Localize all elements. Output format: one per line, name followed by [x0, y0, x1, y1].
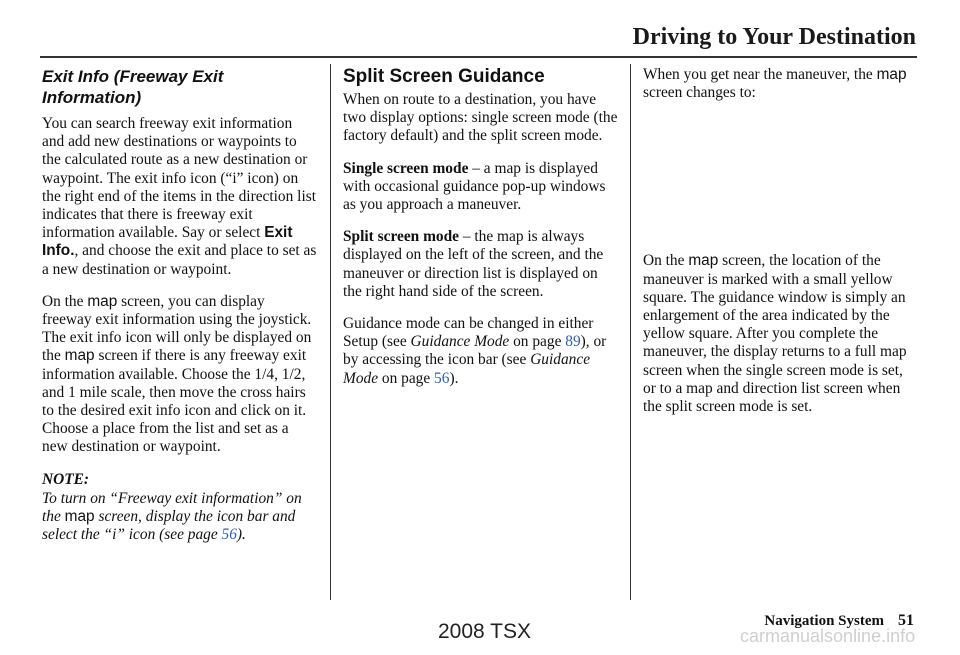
paragraph: On the map screen, the location of the maneuver is marked with a small yellow square. The guidance window is simply an enlargement of the area indicated by the yellow square. After you complete the maneuver, the display returns to a full map screen when the single screen mode is set, or to a map and direction list screen when the split screen mode is set.	[643, 252, 907, 416]
column-divider	[330, 64, 331, 600]
screen-name: map	[87, 292, 118, 310]
paragraph: On the map screen, you can display freeway exit information using the joystick. The exit info icon will only be displayed on the map screen if there is any freeway exit information available. Choose the 1/4, 1/2, and 1 mile scale, then move the cross hairs to the desired exit info icon and click on it. Choose a place from the list and set as a new destination or waypoint.	[42, 292, 312, 456]
page-title: Driving to Your Destination	[632, 24, 916, 50]
note-label: NOTE:	[42, 470, 90, 488]
column-exit-info	[42, 66, 318, 544]
screen-name: map	[876, 66, 907, 83]
screen-name: map	[64, 508, 95, 526]
model-label: 2008 TSX	[438, 620, 532, 643]
section-heading-split-screen: Split Screen Guidance	[343, 66, 545, 87]
screen-name: map	[688, 252, 719, 270]
page-link[interactable]: 56	[434, 369, 450, 387]
paragraph: Split screen mode – the map is always displayed on the left of the screen, and the maneuver or direction list is displayed on the right hand side of the screen.	[343, 228, 604, 300]
term-label: Single screen mode	[343, 159, 469, 177]
paragraph: When you get near the maneuver, the map screen changes to:	[643, 66, 907, 102]
term-label: Split screen mode	[343, 228, 459, 246]
paragraph: You can search freeway exit information and add new destinations or waypoints to the calculated route as a new destination or waypoint. The exit info icon (“i” icon) on the right end of the items in the direction list indicates that there is freeway exit information available. Say or select Exit Info., and choose the exit and place to set as a new destination or waypoint.	[42, 115, 317, 278]
figure-space	[643, 116, 919, 252]
cross-reference: Guidance Mode	[410, 333, 510, 351]
screen-name: map	[64, 347, 95, 365]
column-maneuver	[643, 66, 919, 430]
page-number: 51	[898, 612, 914, 629]
paragraph: Guidance mode can be changed in either Setup (see Guidance Mode on page 89), or by accessing the icon bar (see Guidance Mode on page 56).	[343, 315, 607, 387]
cross-reference: Guidance Mode	[343, 351, 591, 387]
column-divider	[630, 64, 631, 600]
voice-command: Exit Info.	[42, 224, 293, 260]
footer-section-label: Navigation System	[764, 613, 884, 629]
header-rule	[40, 56, 917, 58]
page-link[interactable]: 56	[221, 526, 237, 544]
paragraph: Single screen mode – a map is displayed with occasional guidance pop-up windows as you approach a maneuver.	[343, 159, 606, 214]
page-link[interactable]: 89	[565, 333, 581, 351]
watermark: carmanualsonline.info	[740, 626, 916, 646]
column-split-screen	[343, 66, 619, 402]
section-heading-exit-info: Exit Info (Freeway Exit Information)	[42, 67, 224, 107]
paragraph: When on route to a destination, you have two display options: single screen mode (the factory default) and the split screen mode.	[343, 91, 618, 145]
note-text: To turn on “Freeway exit information” on the map screen, display the icon bar and select the “i” icon (see page 56).	[42, 489, 302, 544]
